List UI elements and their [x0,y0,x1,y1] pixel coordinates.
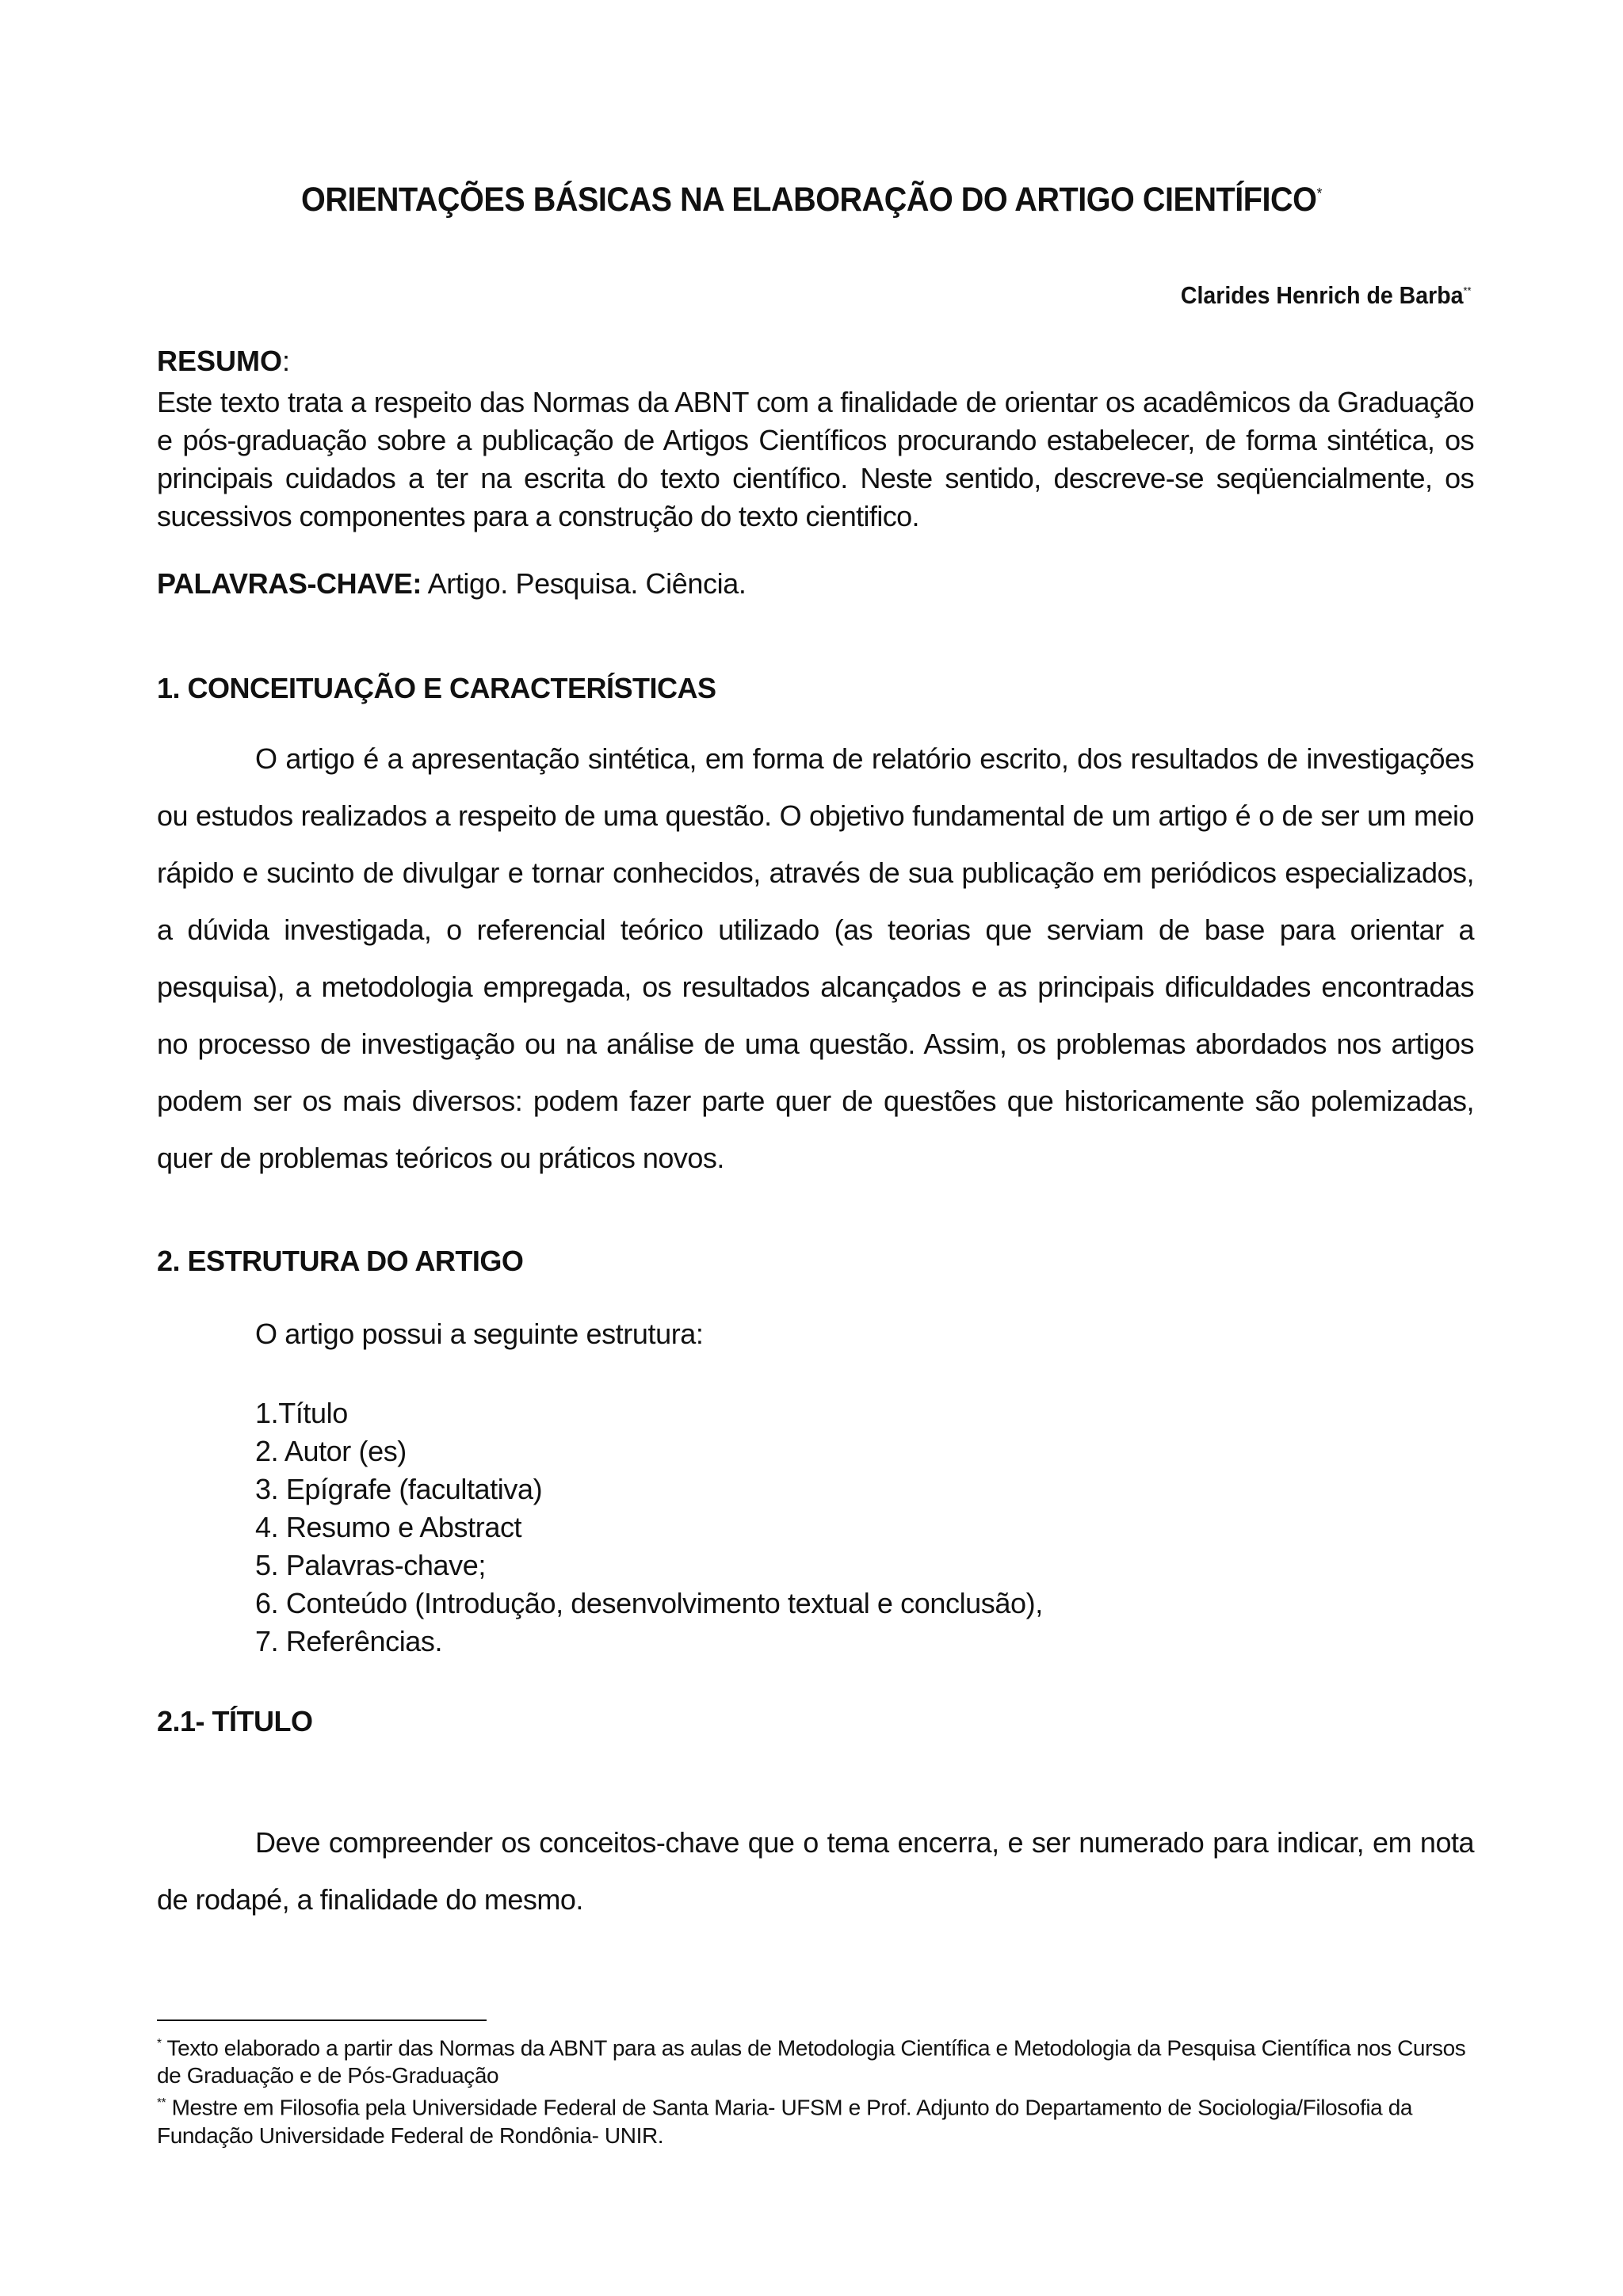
author-footnote-mark: ** [1463,284,1471,297]
keywords-label: PALAVRAS-CHAVE: [157,567,422,600]
section-2-1-paragraph: Deve compreender os conceitos-chave que o tema encerra, e ser numerado para indicar, em nota de rodapé, a finalidade do mesmo. [157,1826,1474,1916]
list-item: 6. Conteúdo (Introdução, desenvolvimento textual e conclusão), [255,1587,1043,1619]
keywords-text: Artigo. Pesquisa. Ciência. [422,567,747,600]
title-text: ORIENTAÇÕES BÁSICAS NA ELABORAÇÃO DO ARTIGO CIENTÍFICO [301,181,1317,219]
section-1-paragraph: O artigo é a apresentação sintética, em forma de relatório escrito, dos resultados de investigações ou estudos realizados a respeito de uma questão. O objetivo fundamental de um artigo é o de ser um meio rápido e sucinto de divulgar e tornar conhecidos, através de sua publicação em periódicos especializados, a dúvida investigada, o referencial teórico utilizado (as teorias que serviam de base para orientar a pesquisa), a metodologia empregada, os resultados alcançados e as principais dificuldades encontradas no processo de investigação ou na análise de uma questão. Assim, os problemas abordados nos artigos podem ser os mais diversos: podem fazer parte quer de questões que historicamente são polemizadas, quer de problemas teóricos ou práticos novos. [157,742,1474,1174]
list-item: 1.Título [255,1397,348,1429]
abstract-text: Este texto trata a respeito das Normas da ABNT com a finalidade de orientar os acadêmicos da Graduação e pós-graduação sobre a publicação de Artigos Científicos procurando estabelecer, de forma sintética, os principais cuidados a ter na escrita do texto científico. Neste sentido, descreve-se seqüencialmente, os sucessivos componentes para a construção do texto cientifico. [157,386,1474,532]
author-name [1180,281,1471,310]
section-2-intro: O artigo possui a seguinte estrutura: [255,1318,704,1350]
section-1-heading: 1. CONCEITUAÇÃO E CARACTERÍSTICAS [157,672,716,704]
footnote-2-mark: ** [157,2096,166,2111]
footnote-1 [157,2030,1474,2089]
footnote-2-text: Mestre em Filosofia pela Universidade Federal de Santa Maria- UFSM e Prof. Adjunto do Departamento de Sociologia/Filosofia da Fundação Universidade Federal de Rondônia- UNIR. [157,2095,1413,2148]
list-item: 2. Autor (es) [255,1435,407,1467]
list-item: 5. Palavras-chave; [255,1549,486,1581]
list-item: 3. Epígrafe (facultativa) [255,1473,543,1505]
section-2-heading: 2. ESTRUTURA DO ARTIGO [157,1245,524,1277]
footnotes [157,2030,1474,2149]
abstract-heading-text: RESUMO [157,345,283,377]
list-item: 4. Resumo e Abstract [255,1511,522,1543]
section-2-1-heading: 2.1- TÍTULO [157,1705,313,1737]
list-item: 7. Referências. [255,1625,443,1657]
footnote-2 [157,2089,1474,2149]
abstract-heading-colon: : [282,345,291,377]
document-title [65,181,1558,219]
author-text: Clarides Henrich de Barba [1180,281,1464,309]
footnote-1-text: Texto elaborado a partir das Normas da ABNT para as aulas de Metodologia Científica e Metodologia da Pesquisa Científica nos Cursos de Graduação e de Pós-Graduação [157,2035,1466,2088]
structure-list [255,1394,1043,1661]
footnote-divider [157,2019,487,2021]
abstract-heading [157,345,290,378]
title-footnote-mark: * [1316,185,1322,203]
keywords [157,567,746,601]
footnote-1-mark: * [157,2037,162,2050]
